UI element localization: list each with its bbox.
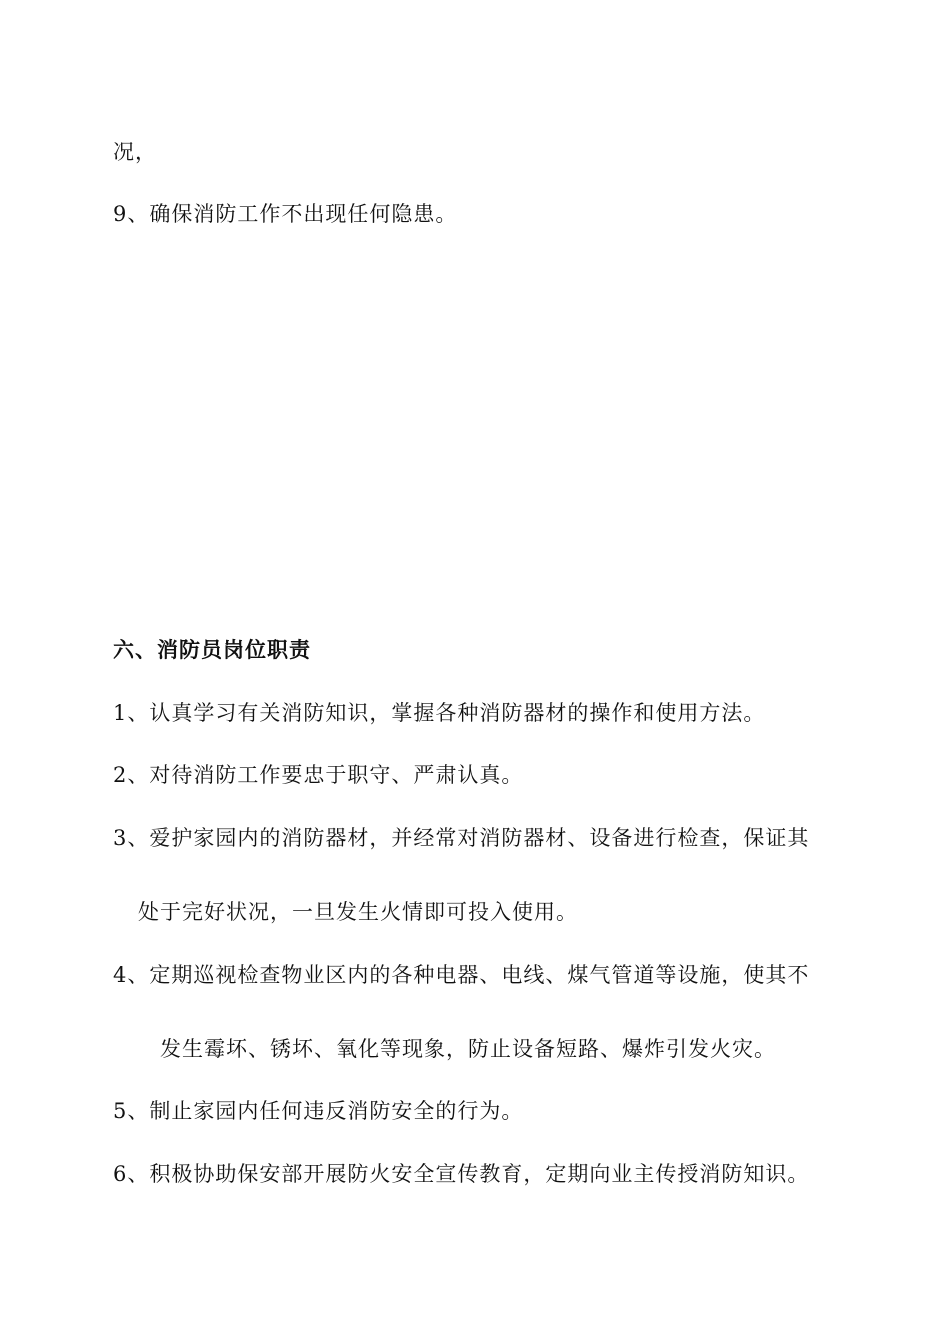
section-heading: 六、消防员岗位职责 (113, 637, 311, 662)
continuation-text: 况， (113, 140, 157, 164)
list-item-2: 2、对待消防工作要忠于职守、严肃认真。 (113, 763, 524, 787)
list-item-6: 6、积极协助保安部开展防火安全宣传教育，定期向业主传授消防知识。 (113, 1162, 810, 1186)
list-item-5: 5、制止家园内任何违反消防安全的行为。 (113, 1099, 524, 1123)
list-item-4-line-1: 4、定期巡视检查物业区内的各种电器、电线、煤气管道等设施，使其不 (113, 963, 810, 987)
list-item-9: 9、确保消防工作不出现任何隐患。 (113, 202, 458, 226)
list-item-3-line-2: 处于完好状况，一旦发生火情即可投入使用。 (138, 900, 578, 924)
list-item-1: 1、认真学习有关消防知识，掌握各种消防器材的操作和使用方法。 (113, 701, 766, 725)
list-item-4-line-2: 发生霉坏、锈坏、氧化等现象，防止设备短路、爆炸引发火灾。 (160, 1037, 776, 1061)
list-item-3-line-1: 3、爱护家园内的消防器材，并经常对消防器材、设备进行检查，保证其 (113, 826, 810, 850)
